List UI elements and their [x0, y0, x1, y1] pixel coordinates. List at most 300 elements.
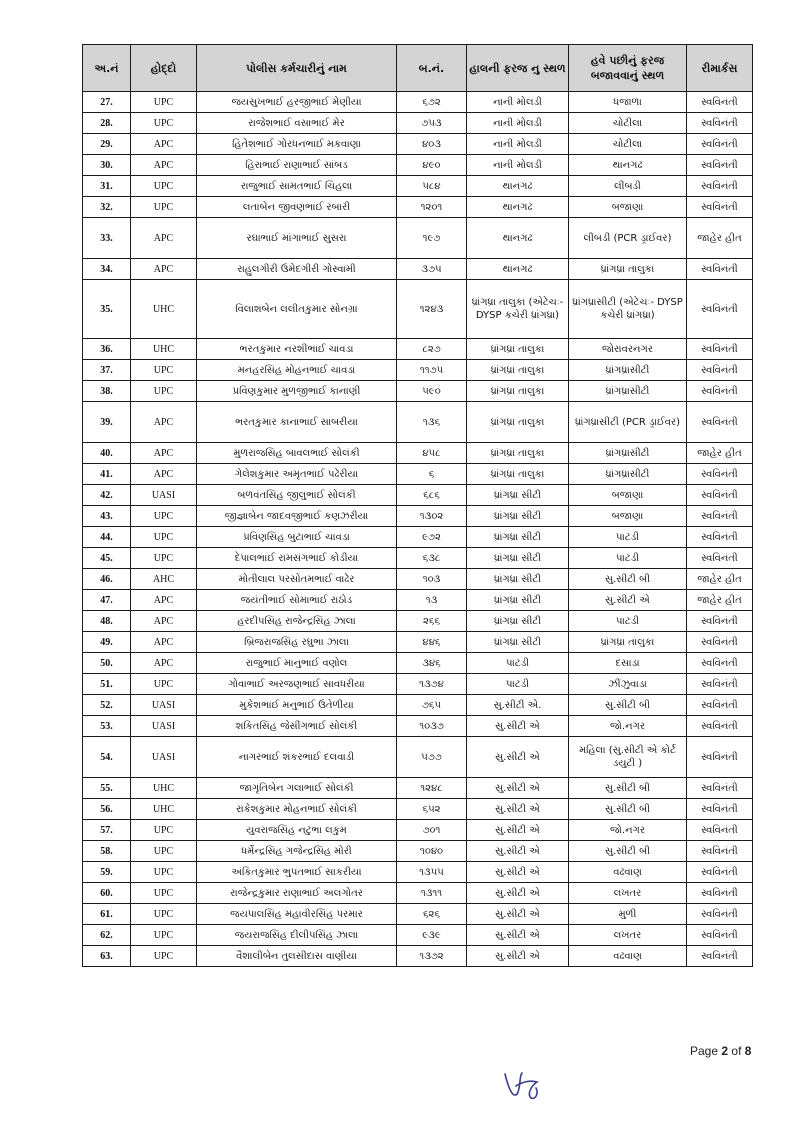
next-posting-cell: વઢવાણ: [569, 946, 687, 967]
post-cell: APC: [131, 134, 197, 155]
table-row: [83, 716, 753, 737]
table-row: [83, 778, 753, 799]
next-posting-cell: સુ.સીટી બી: [569, 778, 687, 799]
serial-cell: 49.: [83, 632, 131, 653]
next-posting-cell: ઝીંઝુવાડા: [569, 674, 687, 695]
table-row: [83, 611, 753, 632]
next-posting-cell: સુ.સીટી બી: [569, 569, 687, 590]
table-row: [83, 737, 753, 778]
current-posting-cell: ધ્રાંગધ્રા સીટી: [467, 506, 569, 527]
remarks-cell: સ્વવિનંતી: [687, 611, 753, 632]
remarks-cell: સ્વવિનંતી: [687, 778, 753, 799]
next-posting-cell: થાનગઢ: [569, 155, 687, 176]
next-posting-cell: ધ્રાંગધ્રાસીટી (PCR ડ્રાઈવર): [569, 402, 687, 443]
post-cell: APC: [131, 402, 197, 443]
page-number: [690, 1044, 751, 1058]
table-row: [83, 925, 753, 946]
table-row: [83, 506, 753, 527]
remarks-cell: સ્વવિનંતી: [687, 381, 753, 402]
remarks-cell: જાહેર હીત: [687, 590, 753, 611]
current-posting-cell: સુ.સીટી એ: [467, 778, 569, 799]
header-current-posting: હાલની ફરજ નુ સ્થળ: [467, 45, 569, 92]
table-row: [83, 862, 753, 883]
table-row: [83, 904, 753, 925]
next-posting-cell: ધજાળા: [569, 92, 687, 113]
remarks-cell: સ્વવિનંતી: [687, 506, 753, 527]
current-posting-cell: ધ્રાંગધ્રા તાલુકા: [467, 339, 569, 360]
name-cell: પ્રવિણસિંહ બુટાભાઈ ચાવડા: [197, 527, 397, 548]
table-row: [83, 360, 753, 381]
serial-cell: 47.: [83, 590, 131, 611]
post-cell: APC: [131, 464, 197, 485]
buckle-number-cell: ૭૬૫: [397, 695, 467, 716]
post-cell: APC: [131, 259, 197, 280]
post-cell: UASI: [131, 716, 197, 737]
serial-cell: 33.: [83, 218, 131, 259]
buckle-number-cell: ૧૩: [397, 590, 467, 611]
remarks-cell: સ્વવિનંતી: [687, 946, 753, 967]
next-posting-cell: મહિલા (સુ.સીટી એ કોર્ટ ડયુટી ): [569, 737, 687, 778]
serial-cell: 46.: [83, 569, 131, 590]
serial-cell: 44.: [83, 527, 131, 548]
buckle-number-cell: ૬૩૮: [397, 548, 467, 569]
serial-cell: 60.: [83, 883, 131, 904]
current-posting-cell: નાની મોલડી: [467, 92, 569, 113]
current-posting-cell: ધ્રાંગધ્રા તાલુકા: [467, 464, 569, 485]
current-posting-cell: પાટડી: [467, 653, 569, 674]
serial-cell: 56.: [83, 799, 131, 820]
table-row: [83, 134, 753, 155]
current-posting-cell: સુ.સીટી એ: [467, 716, 569, 737]
next-posting-cell: દસાડા: [569, 653, 687, 674]
post-cell: UPC: [131, 904, 197, 925]
serial-cell: 63.: [83, 946, 131, 967]
serial-cell: 40.: [83, 443, 131, 464]
remarks-cell: સ્વવિનંતી: [687, 259, 753, 280]
serial-cell: 29.: [83, 134, 131, 155]
post-cell: UPC: [131, 841, 197, 862]
remarks-cell: જાહેર હીત: [687, 443, 753, 464]
table-row: [83, 841, 753, 862]
current-posting-cell: ધ્રાંગધ્રા તાલુકા: [467, 360, 569, 381]
buckle-number-cell: ૧૩૭૪: [397, 674, 467, 695]
remarks-cell: સ્વવિનંતી: [687, 737, 753, 778]
next-posting-cell: લીંબડી (PCR ડ્રાઈવર): [569, 218, 687, 259]
signature-mark: [500, 1068, 542, 1102]
page-of: of: [731, 1044, 742, 1058]
table-row: [83, 92, 753, 113]
table-row: [83, 155, 753, 176]
next-posting-cell: બજાણા: [569, 506, 687, 527]
name-cell: મનહરસિંહ મોહનભાઈ ચાવડા: [197, 360, 397, 381]
name-cell: મુળરાજસિંહ બાવલભાઈ સોલંકી: [197, 443, 397, 464]
current-posting-cell: સુ.સીટી એ: [467, 925, 569, 946]
next-posting-cell: ધ્રાંગધ્રાસીટી (એટેચઃ- DYSP કચેરી ધ્રાંગધ્રા): [569, 280, 687, 339]
current-posting-cell: નાની મોલડી: [467, 155, 569, 176]
buckle-number-cell: ૮૨૭: [397, 339, 467, 360]
buckle-number-cell: ૧૧૭૫: [397, 360, 467, 381]
remarks-cell: સ્વવિનંતી: [687, 716, 753, 737]
name-cell: હિરાભાઈ રાણાભાઈ સાંબડ: [197, 155, 397, 176]
serial-cell: 53.: [83, 716, 131, 737]
name-cell: બ્રિજરાજસિંહ રઘુભા ઝાલા: [197, 632, 397, 653]
current-posting-cell: ધ્રાંગધ્રા સીટી: [467, 569, 569, 590]
serial-cell: 31.: [83, 176, 131, 197]
next-posting-cell: ધ્રાંગધ્રાસીટી: [569, 360, 687, 381]
next-posting-cell: ચોટીલા: [569, 134, 687, 155]
table-row: [83, 548, 753, 569]
name-cell: જયરાજસિંહ દીલીપસિંહ ઝાલા: [197, 925, 397, 946]
serial-cell: 34.: [83, 259, 131, 280]
serial-cell: 62.: [83, 925, 131, 946]
serial-cell: 27.: [83, 92, 131, 113]
current-posting-cell: ધ્રાંગધ્રા તાલુકા: [467, 443, 569, 464]
remarks-cell: સ્વવિનંતી: [687, 134, 753, 155]
table-row: [83, 259, 753, 280]
name-cell: યુવરાજસિંહ નટુભા લકુમ: [197, 820, 397, 841]
table-row: [83, 280, 753, 339]
current-posting-cell: ધ્રાંગધ્રા સીટી: [467, 611, 569, 632]
post-cell: AHC: [131, 569, 197, 590]
remarks-cell: સ્વવિનંતી: [687, 402, 753, 443]
page-current: 2: [721, 1044, 729, 1058]
remarks-cell: સ્વવિનંતી: [687, 799, 753, 820]
buckle-number-cell: ૬૮૬: [397, 485, 467, 506]
remarks-cell: સ્વવિનંતી: [687, 674, 753, 695]
post-cell: UPC: [131, 506, 197, 527]
name-cell: જયપાલસિંહ મહાવીરસિંહ પરમાર: [197, 904, 397, 925]
current-posting-cell: નાની મોલડી: [467, 113, 569, 134]
buckle-number-cell: ૭૦૧: [397, 820, 467, 841]
next-posting-cell: પાટડી: [569, 527, 687, 548]
next-posting-cell: સુ.સીટી બી: [569, 695, 687, 716]
buckle-number-cell: ૪૪૬: [397, 632, 467, 653]
post-cell: UPC: [131, 946, 197, 967]
post-cell: UHC: [131, 339, 197, 360]
buckle-number-cell: ૧૩૭૨: [397, 946, 467, 967]
header-buckle-number: બ.નં.: [397, 45, 467, 92]
table-row: [83, 113, 753, 134]
serial-cell: 42.: [83, 485, 131, 506]
name-cell: રાકેશકુમાર મોહનભાઈ સોલંકી: [197, 799, 397, 820]
remarks-cell: સ્વવિનંતી: [687, 113, 753, 134]
buckle-number-cell: ૫૯૦: [397, 381, 467, 402]
page-total: 8: [744, 1044, 752, 1058]
current-posting-cell: સુ.સીટી એ: [467, 883, 569, 904]
page-word: Page: [690, 1044, 719, 1058]
buckle-number-cell: ૫૮૪: [397, 176, 467, 197]
name-cell: જાગૃતિબેન ગલાભાઈ સોલંકી: [197, 778, 397, 799]
buckle-number-cell: ૬૫૨: [397, 799, 467, 820]
table-row: [83, 381, 753, 402]
serial-cell: 37.: [83, 360, 131, 381]
buckle-number-cell: ૧૦૪૦: [397, 841, 467, 862]
post-cell: UHC: [131, 778, 197, 799]
table-row: [83, 218, 753, 259]
name-cell: નાગરભાઈ શંકરભાઈ દલવાડી: [197, 737, 397, 778]
next-posting-cell: વઢવાણ: [569, 862, 687, 883]
post-cell: UPC: [131, 176, 197, 197]
post-cell: UPC: [131, 360, 197, 381]
table-row: [83, 464, 753, 485]
table-header-row: [83, 45, 753, 92]
buckle-number-cell: ૧૦૩: [397, 569, 467, 590]
post-cell: UASI: [131, 485, 197, 506]
buckle-number-cell: ૯૩૯: [397, 925, 467, 946]
post-cell: UPC: [131, 92, 197, 113]
current-posting-cell: ધ્રાંગધ્રા સીટી: [467, 527, 569, 548]
post-cell: APC: [131, 218, 197, 259]
table-row: [83, 339, 753, 360]
table-row: [83, 197, 753, 218]
current-posting-cell: થાનગઢ: [467, 259, 569, 280]
buckle-number-cell: ૧૨૪૩: [397, 280, 467, 339]
next-posting-cell: સુ.સીટી બી: [569, 841, 687, 862]
serial-cell: 51.: [83, 674, 131, 695]
name-cell: રાજુભાઈ સામતભાઈ ચિહલા: [197, 176, 397, 197]
serial-cell: 48.: [83, 611, 131, 632]
table-row: [83, 799, 753, 820]
buckle-number-cell: ૪૦૩: [397, 134, 467, 155]
name-cell: રાજુભાઈ માનુભાઈ વણોલ: [197, 653, 397, 674]
next-posting-cell: લખતર: [569, 925, 687, 946]
buckle-number-cell: ૫૭૭: [397, 737, 467, 778]
next-posting-cell: સુ.સીટી બી: [569, 799, 687, 820]
next-posting-cell: જો.નગર: [569, 716, 687, 737]
remarks-cell: સ્વવિનંતી: [687, 695, 753, 716]
post-cell: APC: [131, 653, 197, 674]
serial-cell: 57.: [83, 820, 131, 841]
current-posting-cell: સુ.સીટી એ: [467, 904, 569, 925]
remarks-cell: સ્વવિનંતી: [687, 820, 753, 841]
name-cell: અંકિતકુમાર ભુપતભાઈ સાકરીયા: [197, 862, 397, 883]
current-posting-cell: ધ્રાંગધ્રા તાલુકા (એટેચઃ- DYSP કચેરી ધ્રાંગધ્રા): [467, 280, 569, 339]
name-cell: ભરતકુમાર નરશીભાઈ ચાવડા: [197, 339, 397, 360]
header-serial: અ.નં: [83, 45, 131, 92]
post-cell: UPC: [131, 925, 197, 946]
table-row: [83, 946, 753, 967]
serial-cell: 54.: [83, 737, 131, 778]
serial-cell: 61.: [83, 904, 131, 925]
current-posting-cell: થાનગઢ: [467, 218, 569, 259]
remarks-cell: સ્વવિનંતી: [687, 197, 753, 218]
buckle-number-cell: ૧૦૩૭: [397, 716, 467, 737]
serial-cell: 50.: [83, 653, 131, 674]
name-cell: ધર્મેન્દ્રસિંહ ગજેન્દ્રસિંહ મોરી: [197, 841, 397, 862]
name-cell: જીજ્ઞાબેન જાદવજીભાઈ કણઝરીયા: [197, 506, 397, 527]
next-posting-cell: ધ્રાંગધ્રા તાલુકા: [569, 632, 687, 653]
buckle-number-cell: ૬૨૬: [397, 904, 467, 925]
post-cell: UPC: [131, 197, 197, 218]
remarks-cell: સ્વવિનંતી: [687, 360, 753, 381]
name-cell: હિતેશભાઈ ગોરધનભાઈ મકવાણા: [197, 134, 397, 155]
table-row: [83, 176, 753, 197]
next-posting-cell: ધ્રાંગધ્રા તાલુકા: [569, 259, 687, 280]
buckle-number-cell: ૧૯૭: [397, 218, 467, 259]
next-posting-cell: જો.નગર: [569, 820, 687, 841]
current-posting-cell: નાની મોલડી: [467, 134, 569, 155]
serial-cell: 45.: [83, 548, 131, 569]
header-remarks: રીમાર્કસ: [687, 45, 753, 92]
remarks-cell: સ્વવિનંતી: [687, 92, 753, 113]
current-posting-cell: સુ.સીટી એ: [467, 862, 569, 883]
current-posting-cell: સુ.સીટી એ.: [467, 695, 569, 716]
table-row: [83, 674, 753, 695]
header-next-posting: હવે પછીનું ફરજ બજાવવાનું સ્થળ: [569, 45, 687, 92]
post-cell: UASI: [131, 737, 197, 778]
table-row: [83, 402, 753, 443]
buckle-number-cell: ૧૩૫૫: [397, 862, 467, 883]
name-cell: રાજેન્દ્રકુમાર રાણાભાઈ અલગોતર: [197, 883, 397, 904]
table-row: [83, 527, 753, 548]
post-cell: UPC: [131, 381, 197, 402]
remarks-cell: સ્વવિનંતી: [687, 339, 753, 360]
next-posting-cell: સુ.સીટી એ: [569, 590, 687, 611]
post-cell: UPC: [131, 820, 197, 841]
serial-cell: 38.: [83, 381, 131, 402]
remarks-cell: સ્વવિનંતી: [687, 632, 753, 653]
post-cell: UPC: [131, 527, 197, 548]
serial-cell: 30.: [83, 155, 131, 176]
buckle-number-cell: ૧૩૦૨: [397, 506, 467, 527]
serial-cell: 32.: [83, 197, 131, 218]
next-posting-cell: લખતર: [569, 883, 687, 904]
post-cell: APC: [131, 155, 197, 176]
serial-cell: 58.: [83, 841, 131, 862]
post-cell: APC: [131, 443, 197, 464]
remarks-cell: સ્વવિનંતી: [687, 548, 753, 569]
next-posting-cell: બજાણા: [569, 485, 687, 506]
serial-cell: 52.: [83, 695, 131, 716]
current-posting-cell: ધ્રાંગધ્રા સીટી: [467, 548, 569, 569]
current-posting-cell: સુ.સીટી એ: [467, 820, 569, 841]
header-name: પોલીસ કર્મચારીનું નામ: [197, 45, 397, 92]
current-posting-cell: થાનગઢ: [467, 176, 569, 197]
name-cell: હરદીપસિંહ રાજેન્દ્રસિંહ ઝાલા: [197, 611, 397, 632]
remarks-cell: સ્વવિનંતી: [687, 925, 753, 946]
name-cell: રઘાભાઈ માંગાભાઈ સુસરા: [197, 218, 397, 259]
current-posting-cell: સુ.સીટી એ: [467, 841, 569, 862]
next-posting-cell: પાટડી: [569, 548, 687, 569]
current-posting-cell: ધ્રાંગધ્રા સીટી: [467, 590, 569, 611]
current-posting-cell: ધ્રાંગધ્રા તાલુકા: [467, 402, 569, 443]
current-posting-cell: સુ.સીટી એ: [467, 799, 569, 820]
current-posting-cell: થાનગઢ: [467, 197, 569, 218]
post-cell: UPC: [131, 113, 197, 134]
remarks-cell: સ્વવિનંતી: [687, 176, 753, 197]
remarks-cell: સ્વવિનંતી: [687, 653, 753, 674]
name-cell: વિલાશબેન લલીતકુમાર સોનગ્રા: [197, 280, 397, 339]
next-posting-cell: મુળી: [569, 904, 687, 925]
transfer-table: [82, 44, 753, 967]
next-posting-cell: ધ્રાંગધ્રાસીટી: [569, 443, 687, 464]
name-cell: રાજેશભાઈ વસાભાઈ મેર: [197, 113, 397, 134]
serial-cell: 55.: [83, 778, 131, 799]
post-cell: UPC: [131, 548, 197, 569]
table-row: [83, 820, 753, 841]
next-posting-cell: બજાણા: [569, 197, 687, 218]
post-cell: APC: [131, 632, 197, 653]
table-row: [83, 883, 753, 904]
name-cell: રાહુલગીરી ઉમેદગીરી ગોસ્વામી: [197, 259, 397, 280]
table-row: [83, 485, 753, 506]
post-cell: APC: [131, 611, 197, 632]
table-row: [83, 590, 753, 611]
name-cell: લતાબેન જીવણભાઈ રબારી: [197, 197, 397, 218]
current-posting-cell: ધ્રાંગધ્રા તાલુકા: [467, 381, 569, 402]
buckle-number-cell: ૧૩૧૧: [397, 883, 467, 904]
post-cell: UHC: [131, 280, 197, 339]
buckle-number-cell: ૨૬૬: [397, 611, 467, 632]
name-cell: જયંતીભાઈ સોમાભાઈ રાઠોડ: [197, 590, 397, 611]
table-row: [83, 632, 753, 653]
buckle-number-cell: ૯૭૨: [397, 527, 467, 548]
name-cell: વૈશાલીબેન તુલસીદાસ વાણીયા: [197, 946, 397, 967]
buckle-number-cell: ૧૨૦૧: [397, 197, 467, 218]
name-cell: જયસુખભાઈ હરજીભાઈ મેણીયા: [197, 92, 397, 113]
next-posting-cell: ધ્રાંગધ્રાસીટી: [569, 381, 687, 402]
post-cell: UPC: [131, 862, 197, 883]
remarks-cell: સ્વવિનંતી: [687, 862, 753, 883]
name-cell: ગોવાભાઈ અરજણભાઈ સાવધરીયા: [197, 674, 397, 695]
next-posting-cell: પાટડી: [569, 611, 687, 632]
buckle-number-cell: ૧૨૪૮: [397, 778, 467, 799]
name-cell: શકિતસિંહ જેસીંગભાઈ સોલંકી: [197, 716, 397, 737]
remarks-cell: જાહેર હીત: [687, 569, 753, 590]
serial-cell: 43.: [83, 506, 131, 527]
current-posting-cell: ધ્રાંગધ્રા સીટી: [467, 632, 569, 653]
post-cell: UPC: [131, 883, 197, 904]
buckle-number-cell: ૬: [397, 464, 467, 485]
post-cell: UASI: [131, 695, 197, 716]
buckle-number-cell: ૬૭૨: [397, 92, 467, 113]
name-cell: મોતીલાલ પરસોતમભાઈ વાઢેર: [197, 569, 397, 590]
table-row: [83, 653, 753, 674]
buckle-number-cell: ૩૭૫: [397, 259, 467, 280]
name-cell: મુકેશભાઈ મનુભાઈ ઉતેળીયા: [197, 695, 397, 716]
buckle-number-cell: ૩૪૬: [397, 653, 467, 674]
post-cell: UHC: [131, 799, 197, 820]
serial-cell: 28.: [83, 113, 131, 134]
current-posting-cell: ધ્રાંગધ્રા સીટી: [467, 485, 569, 506]
remarks-cell: સ્વવિનંતી: [687, 883, 753, 904]
next-posting-cell: લીંબડી: [569, 176, 687, 197]
remarks-cell: જાહેર હીત: [687, 218, 753, 259]
serial-cell: 39.: [83, 402, 131, 443]
current-posting-cell: સુ.સીટી એ: [467, 737, 569, 778]
name-cell: ગેલેશકુમાર અમૃતભાઈ પઢેરીયા: [197, 464, 397, 485]
remarks-cell: સ્વવિનંતી: [687, 904, 753, 925]
table-row: [83, 443, 753, 464]
serial-cell: 59.: [83, 862, 131, 883]
post-cell: APC: [131, 590, 197, 611]
serial-cell: 41.: [83, 464, 131, 485]
name-cell: ભરતકુમાર કાનાભાઈ સાબરીયા: [197, 402, 397, 443]
remarks-cell: સ્વવિનંતી: [687, 464, 753, 485]
remarks-cell: સ્વવિનંતી: [687, 280, 753, 339]
serial-cell: 36.: [83, 339, 131, 360]
table-row: [83, 695, 753, 716]
header-post: હોદ્દો: [131, 45, 197, 92]
table-row: [83, 569, 753, 590]
next-posting-cell: ધ્રાંગધ્રાસીટી: [569, 464, 687, 485]
buckle-number-cell: ૭૫૩: [397, 113, 467, 134]
remarks-cell: સ્વવિનંતી: [687, 841, 753, 862]
name-cell: પ્રવિણકુમાર મુળજીભાઈ કાનાણી: [197, 381, 397, 402]
buckle-number-cell: ૪૫૮: [397, 443, 467, 464]
name-cell: દેપાલભાઈ રામસંગભાઈ કોડીયા: [197, 548, 397, 569]
current-posting-cell: પાટડી: [467, 674, 569, 695]
